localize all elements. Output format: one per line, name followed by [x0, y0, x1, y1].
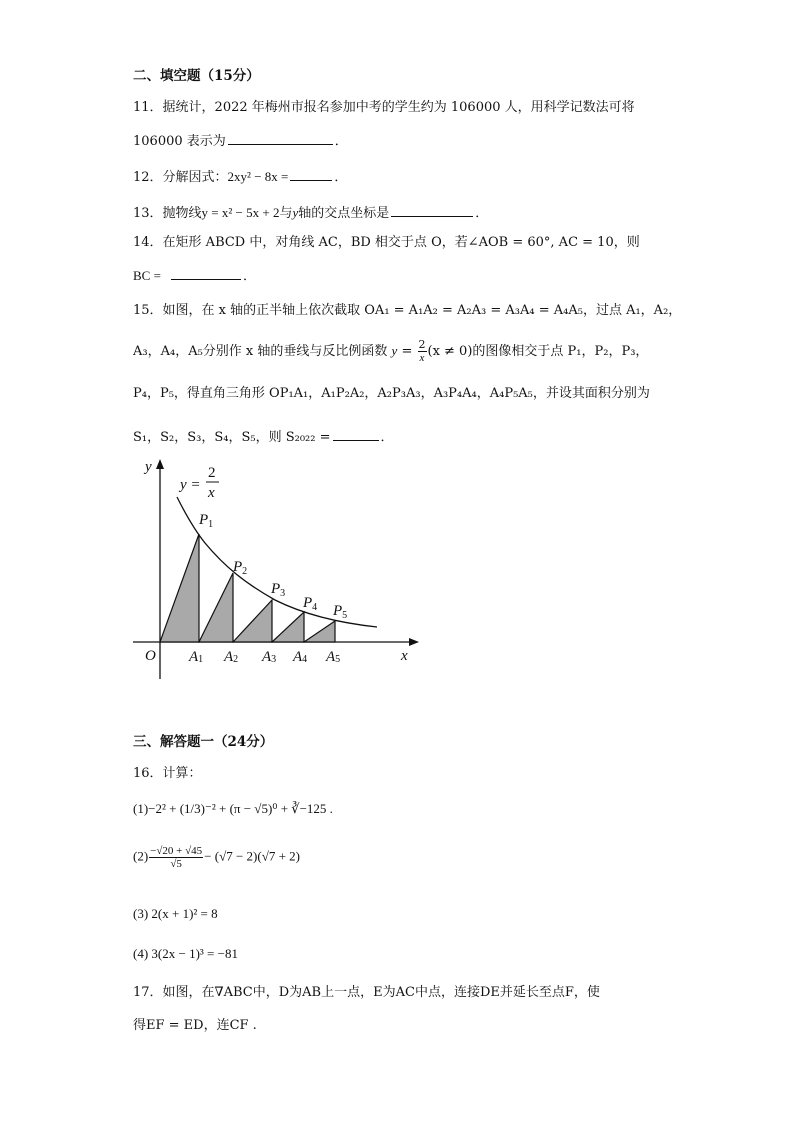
q15-s2022: S₁，S₂，S₃，S₄，S₅，则 S₂₀₂₂ =: [133, 430, 331, 445]
function-label-den: x: [208, 485, 215, 501]
triangle-5: [304, 621, 335, 642]
q16-part3: (3) 2(x + 1)² = 8: [133, 906, 218, 921]
point-label-p5: $P_5$: [333, 603, 348, 621]
q17-line2: 得EF = ED，连CF .: [133, 1018, 257, 1033]
q15-line2b: (x ≠ 0)的图像相交于点 P₁，P₂，P₃，: [427, 344, 649, 359]
q16-part2-tail: − (√7 − 2)(√7 + 2): [204, 848, 300, 864]
origin-label: O: [145, 648, 156, 664]
section3-title: 三、解答题一（24分）: [133, 734, 274, 750]
q16-part2: [133, 845, 300, 870]
q16-title: 16．计算：: [133, 766, 202, 781]
q13-mid: 与: [279, 206, 293, 221]
q14-line1: 14．在矩形 ABCD 中，对角线 AC，BD 相交于点 O，若∠AOB = 60°, AC = 10，则: [133, 235, 640, 250]
function-label-num: 2: [208, 465, 216, 481]
q14-bc: BC =: [133, 268, 161, 283]
point-label-p3: $P_3$: [271, 581, 286, 599]
answer-blank: [171, 266, 241, 280]
q17-line1: 17．如图，在∇ABC中，D为AB上一点，E为AC中点，连接DE并延长至点F，使: [133, 985, 600, 1000]
q13-var: y: [292, 205, 299, 220]
hyperbola-triangles-figure: [125, 455, 425, 685]
q16-part1: (1)−2² + (1/3)⁻² + (π − √5)⁰ + ∛−125 .: [133, 801, 333, 816]
q13-suffix: 轴的交点坐标是: [298, 206, 390, 221]
q14-line2: BC = ．: [133, 268, 256, 284]
x-axis-arrow: [409, 638, 419, 646]
q15-line1: 15．如图，在 x 轴的正半轴上依次截取 OA₁ = A₁A₂ = A₂A₃ = A₃A₄ = A₄A₅，过点 A₁，A₂，: [133, 303, 682, 318]
answer-blank: [228, 131, 333, 145]
y-axis-arrow: [156, 459, 164, 469]
answer-blank: [290, 167, 332, 181]
q15-line4: S₁，S₂，S₃，S₄，S₅，则 S₂₀₂₂ = ．: [133, 427, 394, 447]
foot-label-a2: A2: [224, 649, 239, 665]
foot-label-a4: A4: [293, 649, 308, 665]
triangle-4: [272, 612, 304, 642]
triangle-1: [160, 534, 199, 642]
point-label-p1: $P_1$: [199, 512, 214, 530]
answer-blank: [391, 203, 473, 217]
foot-label-a1: A1: [189, 649, 204, 665]
y-axis-label: y: [145, 459, 152, 475]
section2-title: 二、填空题（15分）: [133, 68, 260, 84]
q11-text: 106000 表示为: [133, 134, 226, 149]
q12-prefix: 12．分解因式：: [133, 170, 228, 185]
foot-label-a3: A3: [262, 649, 277, 665]
q11-line2: 106000 表示为 ．: [133, 131, 348, 151]
q13-prefix: 13．抛物线: [133, 206, 202, 221]
point-label-p4: $P_4$: [303, 595, 318, 613]
q12-expr: 2xy² − 8x =: [227, 169, 289, 184]
x-axis-label: x: [401, 648, 408, 664]
q12: 12．分解因式：2xy² − 8x = ．: [133, 169, 348, 185]
q13: 13．抛物线y = x² − 5x + 2与y轴的交点坐标是 ．: [133, 205, 489, 221]
point-label-p2: $P_2$: [233, 559, 248, 577]
q15-line3: P₄，P₅，得直角三角形 OP₁A₁，A₁P₂A₂，A₂P₃A₃，A₃P₄A₄，A₄P₅A₅，并设其面积分别为: [133, 386, 650, 401]
q11-line1: 11．据统计，2022 年梅州市报名参加中考的学生约为 106000 人，用科学记数法可将: [133, 100, 635, 115]
function-label-lhs: y =: [180, 477, 201, 493]
q16-part4: (4) 3(2x − 1)³ = −81: [133, 946, 238, 961]
q15-line2a: A₃，A₄，A₅分别作 x 轴的垂线与反比例函数: [133, 344, 388, 359]
foot-label-a5: A5: [326, 649, 341, 665]
triangle-3: [233, 600, 272, 642]
q13-expr: y = x² − 5x + 2: [201, 205, 280, 220]
triangle-2: [199, 573, 233, 642]
q16-part2-label: (2): [133, 848, 149, 864]
answer-blank: [333, 427, 379, 441]
q15-line2: A₃，A₄，A₅分别作 x 轴的垂线与反比例函数 y = $\frac{2}{x}$ (x ≠ 0)的图像相交于点 P₁，P₂，P₃，: [133, 338, 649, 364]
q15-fraction: $\frac{2}{x}$: [418, 338, 426, 364]
q16-part2-fraction: $\frac{-√20 + √45}{√5}$: [150, 845, 203, 870]
